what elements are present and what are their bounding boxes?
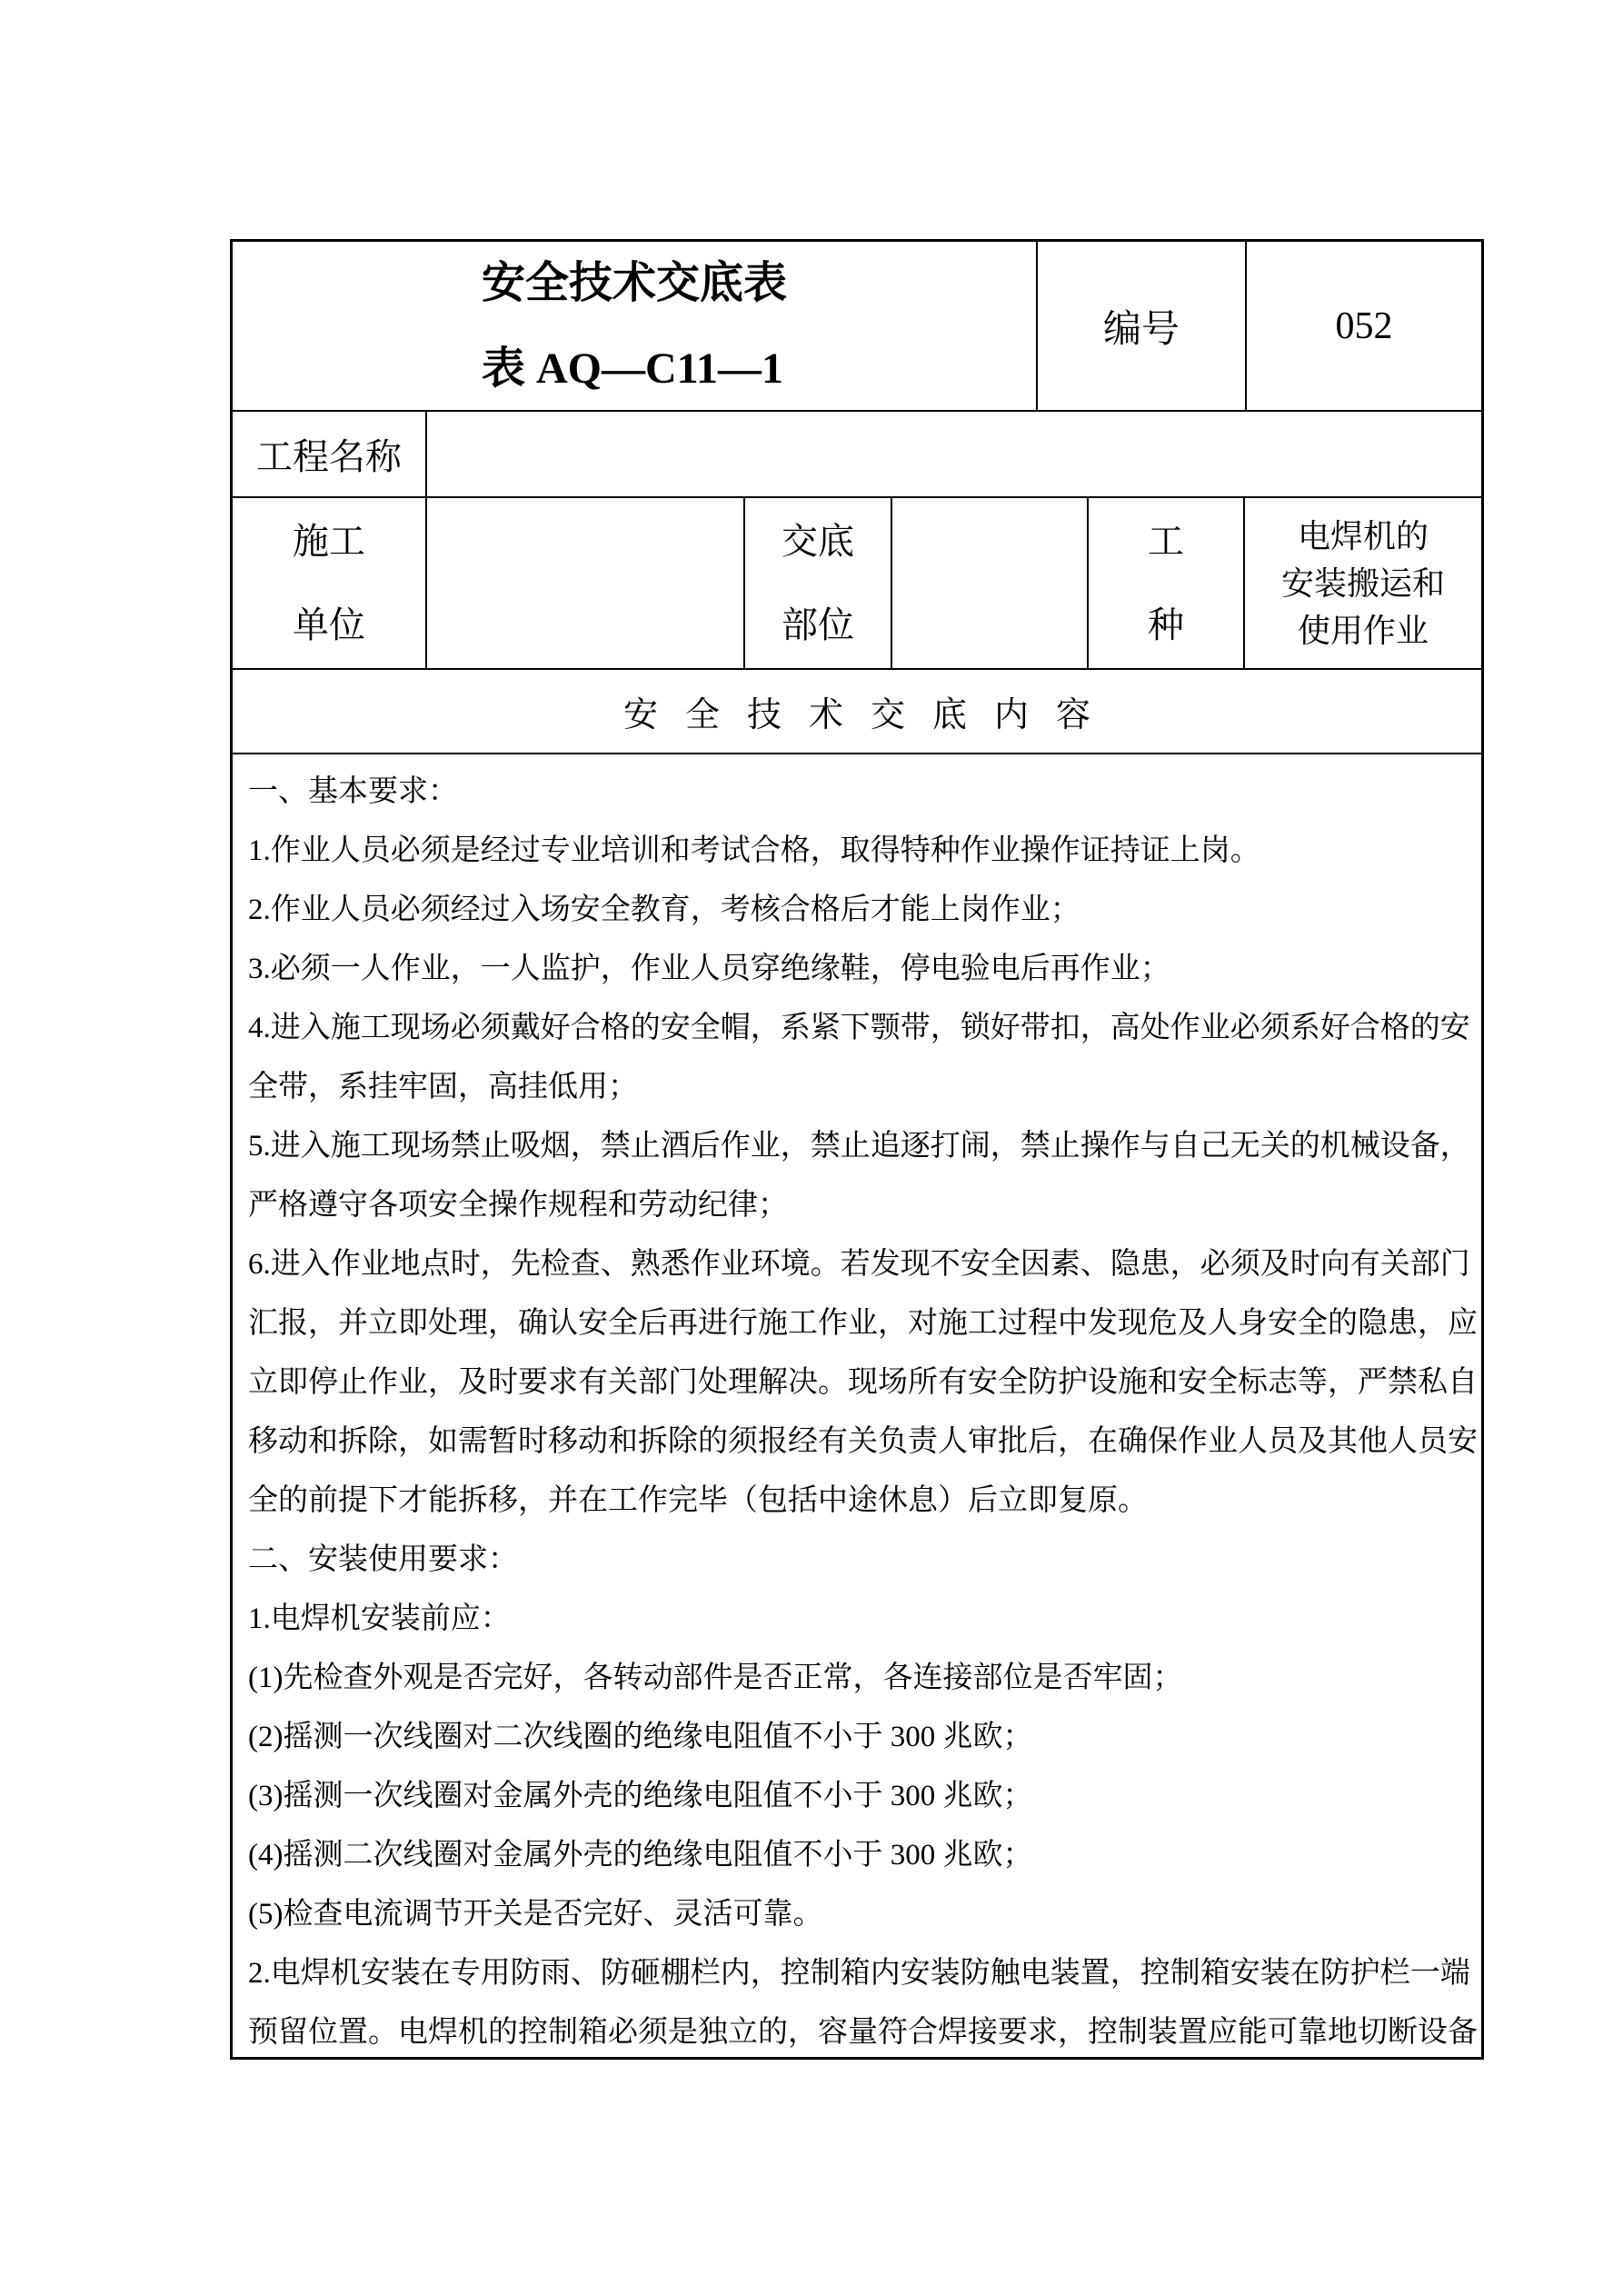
project-name-label: 工程名称 — [233, 412, 427, 498]
content-line: 移动和拆除，如需暂时移动和拆除的须报经有关负责人审批后，在确保作业人员及其他人员安 — [248, 1425, 1478, 1458]
content-line: 预留位置。电焊机的控制箱必须是独立的，容量符合焊接要求，控制装置应能可靠地切断设备 — [248, 2016, 1478, 2049]
content-line: 1.电焊机安装前应： — [248, 1602, 511, 1635]
disclosure-part-label-line: 交底 — [782, 520, 854, 562]
disclosure-part-value-cell — [892, 498, 1089, 670]
content-line: 1.作业人员必须是经过专业培训和考试合格，取得特种作业操作证持证上岗。 — [248, 834, 1260, 867]
content-line: (5)检查电流调节开关是否完好、灵活可靠。 — [248, 1898, 823, 1931]
content-line: 3.必须一人作业，一人监护，作业人员穿绝缘鞋，停电验电后再作业； — [248, 953, 1170, 985]
content-line: 立即停止作业，及时要求有关部门处理解决。现场所有安全防护设施和安全标志等，严禁私自 — [248, 1366, 1478, 1399]
content-line: 全的前提下才能拆移，并在工作完毕（包括中途休息）后立即复原。 — [248, 1484, 1148, 1517]
construction-unit-label-line: 施工 — [293, 520, 365, 562]
serial-number-label: 编号 — [1038, 242, 1247, 412]
form-code: 表 AQ—C11—1 — [481, 344, 784, 393]
form-title-cell — [233, 242, 1038, 412]
disclosure-part-label-line: 部位 — [782, 604, 854, 645]
content-line: (2)摇测一次线圈对二次线圈的绝缘电阻值不小于 300 兆欧； — [248, 1721, 1033, 1753]
form-title-block — [482, 242, 787, 412]
content-line: 4.进入施工现场必须戴好合格的安全帽，系紧下颚带，锁好带扣，高处作业必须系好合格的安 — [248, 1012, 1470, 1044]
safety-disclosure-table — [230, 239, 1484, 2060]
construction-unit-value-cell — [427, 498, 745, 670]
content-line: (1)先检查外观是否完好，各转动部件是否正常，各连接部位是否牢固； — [248, 1662, 1183, 1694]
work-type-label-line: 工 — [1148, 520, 1184, 562]
content-line: 一、基本要求： — [248, 775, 458, 808]
content-line: 2.电焊机安装在专用防雨、防砸棚栏内，控制箱内安装防触电装置，控制箱安装在防护栏一端 — [248, 1957, 1470, 1990]
section-header-cell — [233, 670, 1481, 754]
content-line: 严格遵守各项安全操作规程和劳动纪律； — [248, 1189, 788, 1222]
work-type-value — [1245, 498, 1481, 670]
disclosure-part-label — [745, 498, 892, 670]
content-line: 2.作业人员必须经过入场安全教育，考核合格后才能上岗作业； — [248, 893, 1080, 926]
construction-unit-label-line: 单位 — [293, 604, 365, 645]
work-type-label — [1089, 498, 1245, 670]
content-line: (3)摇测一次线圈对金属外壳的绝缘电阻值不小于 300 兆欧； — [248, 1780, 1033, 1812]
section-header-title: 安全技术交底内容 — [622, 696, 1118, 734]
form-title: 安全技术交底表 — [481, 258, 787, 307]
content-line: 二、安装使用要求： — [248, 1543, 518, 1576]
serial-number-value: 052 — [1247, 242, 1481, 412]
content-line: 全带，系挂牢固，高挂低用； — [248, 1071, 638, 1103]
project-name-value-cell — [427, 412, 1481, 498]
content-line: 汇报，并立即处理，确认安全后再进行施工作业，对施工过程中发现危及人身安全的隐患，应 — [248, 1307, 1478, 1340]
work-type-value-line: 使用作业 — [1297, 612, 1429, 649]
work-type-label-line: 种 — [1148, 604, 1184, 645]
content-line: 5.进入施工现场禁止吸烟，禁止酒后作业，禁止追逐打闹，禁止操作与自己无关的机械设备， — [248, 1130, 1470, 1163]
content-line: 6.进入作业地点时，先检查、熟悉作业环境。若发现不安全因素、隐患，必须及时向有关部门 — [248, 1248, 1470, 1281]
disclosure-content-body — [233, 754, 1481, 2057]
work-type-value-line: 电焊机的 — [1297, 517, 1429, 554]
content-line: (4)摇测二次线圈对金属外壳的绝缘电阻值不小于 300 兆欧； — [248, 1839, 1033, 1872]
work-type-value-line: 安装搬运和 — [1280, 564, 1445, 602]
construction-unit-label — [233, 498, 427, 670]
